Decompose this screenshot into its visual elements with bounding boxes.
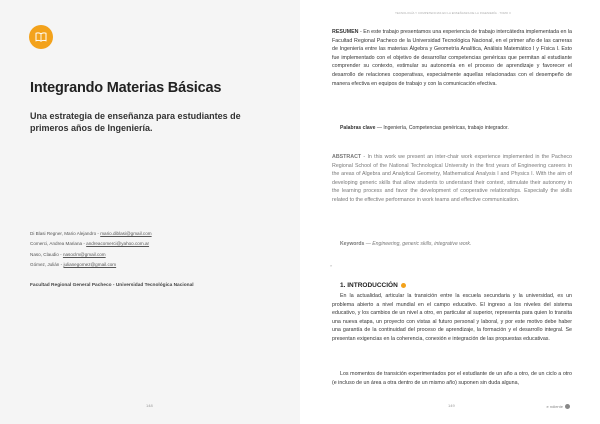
author-name: Comerci, Andrea Mariana - — [30, 241, 87, 247]
page-number-right: 149 — [448, 403, 455, 408]
author-email-link[interactable]: andreacomerci@yahoo.com.ar — [86, 241, 150, 247]
abstract-text: - In this work we present an inter-chair work experience implemented in the Pacheco Regional School of the National Technological University in the first years of Engineering careers in the areas of Algebra and Analytical Geometry, Mathematical Analysis I and Physics I. With the aim of developing generic skills that allow students to understand their context, stimulate their autonomy in the learning process and favor the development of cooperative relationships. Especially the skills related to the effective performance in work teams and effective communication. — [332, 154, 572, 203]
page-number-left: 148 — [146, 403, 153, 408]
author-email-link[interactable]: mario.diblasi@gmail.com — [100, 231, 152, 236]
book-icon-badge — [29, 25, 53, 49]
resumen-paragraph — [332, 28, 572, 88]
author-line — [30, 229, 280, 239]
palabras-clave — [340, 125, 560, 131]
keywords-label: Keywords — [340, 241, 365, 247]
right-page — [300, 0, 600, 424]
abstract-label: ABSTRACT — [332, 154, 362, 160]
intro-paragraph-1: En la actualidad, articular la transición entre la escuela secundaria y la universidad, es un problema abierto a nivel mundial en el campo educativo. El ingreso a los niveles del sistema educativo, y los cambios de un nivel a otro, en particular al superior, representa para quien lo transita una nueva etapa, un proyecto con vistas al futuro personal y laboral, y por este motivo debe haber una garantía de la continuidad del proceso de aprendizaje, la formación y el desarrollo integral. Se presentan exigencias en la coherencia, conexión e integración de las propuestas educativas. — [332, 293, 572, 342]
book-icon — [35, 32, 47, 42]
article-title: Integrando Materias Básicas — [30, 80, 222, 96]
author-email-link[interactable]: nasoclm@gmail.com — [62, 251, 106, 257]
circle-logo-icon — [565, 404, 570, 409]
abstract-paragraph — [332, 153, 572, 205]
palabras-label: Palabras clave — [340, 125, 376, 131]
institution: Facultad Regional General Pacheco - Universidad Tecnológica Nacional — [30, 283, 194, 288]
running-header: TECNOLOGÍA Y COMPETENCIAS EN LA ENSEÑANZA DE LA INGENIERÍA · TOMO II — [395, 11, 511, 15]
author-line — [30, 260, 280, 270]
section-heading — [340, 282, 406, 289]
palabras-text: — Ingeniería, Competencias genéricas, trabajo integrador. — [375, 125, 509, 131]
resumen-text: - En este trabajo presentamos una experiencia de trabajo intercátedra implementada en la Facultad Regional Pacheco de la Universidad Tecnológica Nacional, en el primer año de las carreras de Ingeniería entre las materias Álgebra y Geometría Analítica, Análisis Matemático I y Física I. Esto fue implementado con el objetivo de desarrollar competencias genéricas que permitan al estudiante comprender su contexto, estimular su autonomía en el proceso de aprendizaje y favorecer el desarrollo de relaciones cooperativas, especialmente aquellas relacionadas con el desempeño de manera efectiva en equipos de trabajo y con la comunicación efectiva. — [332, 29, 572, 87]
author-line — [30, 239, 280, 249]
author-list — [30, 229, 280, 271]
article-subtitle: Una estrategia de enseñanza para estudiantes de primeros años de Ingeniería. — [30, 111, 241, 133]
chevron-right-icon: » — [330, 263, 333, 268]
author-name: Gómez, Julián - — [30, 262, 64, 268]
keywords — [340, 241, 560, 247]
author-name: Di Blasi Regner, Mario Alejandro - — [30, 231, 101, 236]
footer-text: e ndiente — [546, 404, 563, 409]
intro-paragraph-2: Los momentos de transición experimentados por el estudiante de un año a otro, de un ciclo a otro (e incluso de un área a otra dentro de un mismo año) suponen sin duda alguna, — [332, 371, 572, 386]
section-title: 1. INTRODUCCIÓN — [340, 282, 398, 289]
resumen-label: RESUMEN — [332, 29, 359, 35]
author-email-link[interactable]: julianegomez@gmail.com — [63, 262, 117, 268]
orange-dot-icon — [401, 283, 406, 288]
author-name: Naso, Claudio - — [30, 251, 63, 257]
footer-logo — [547, 404, 570, 409]
author-line — [30, 250, 280, 260]
keywords-text: — Engineering, generic skills, integrative work. — [364, 241, 472, 247]
